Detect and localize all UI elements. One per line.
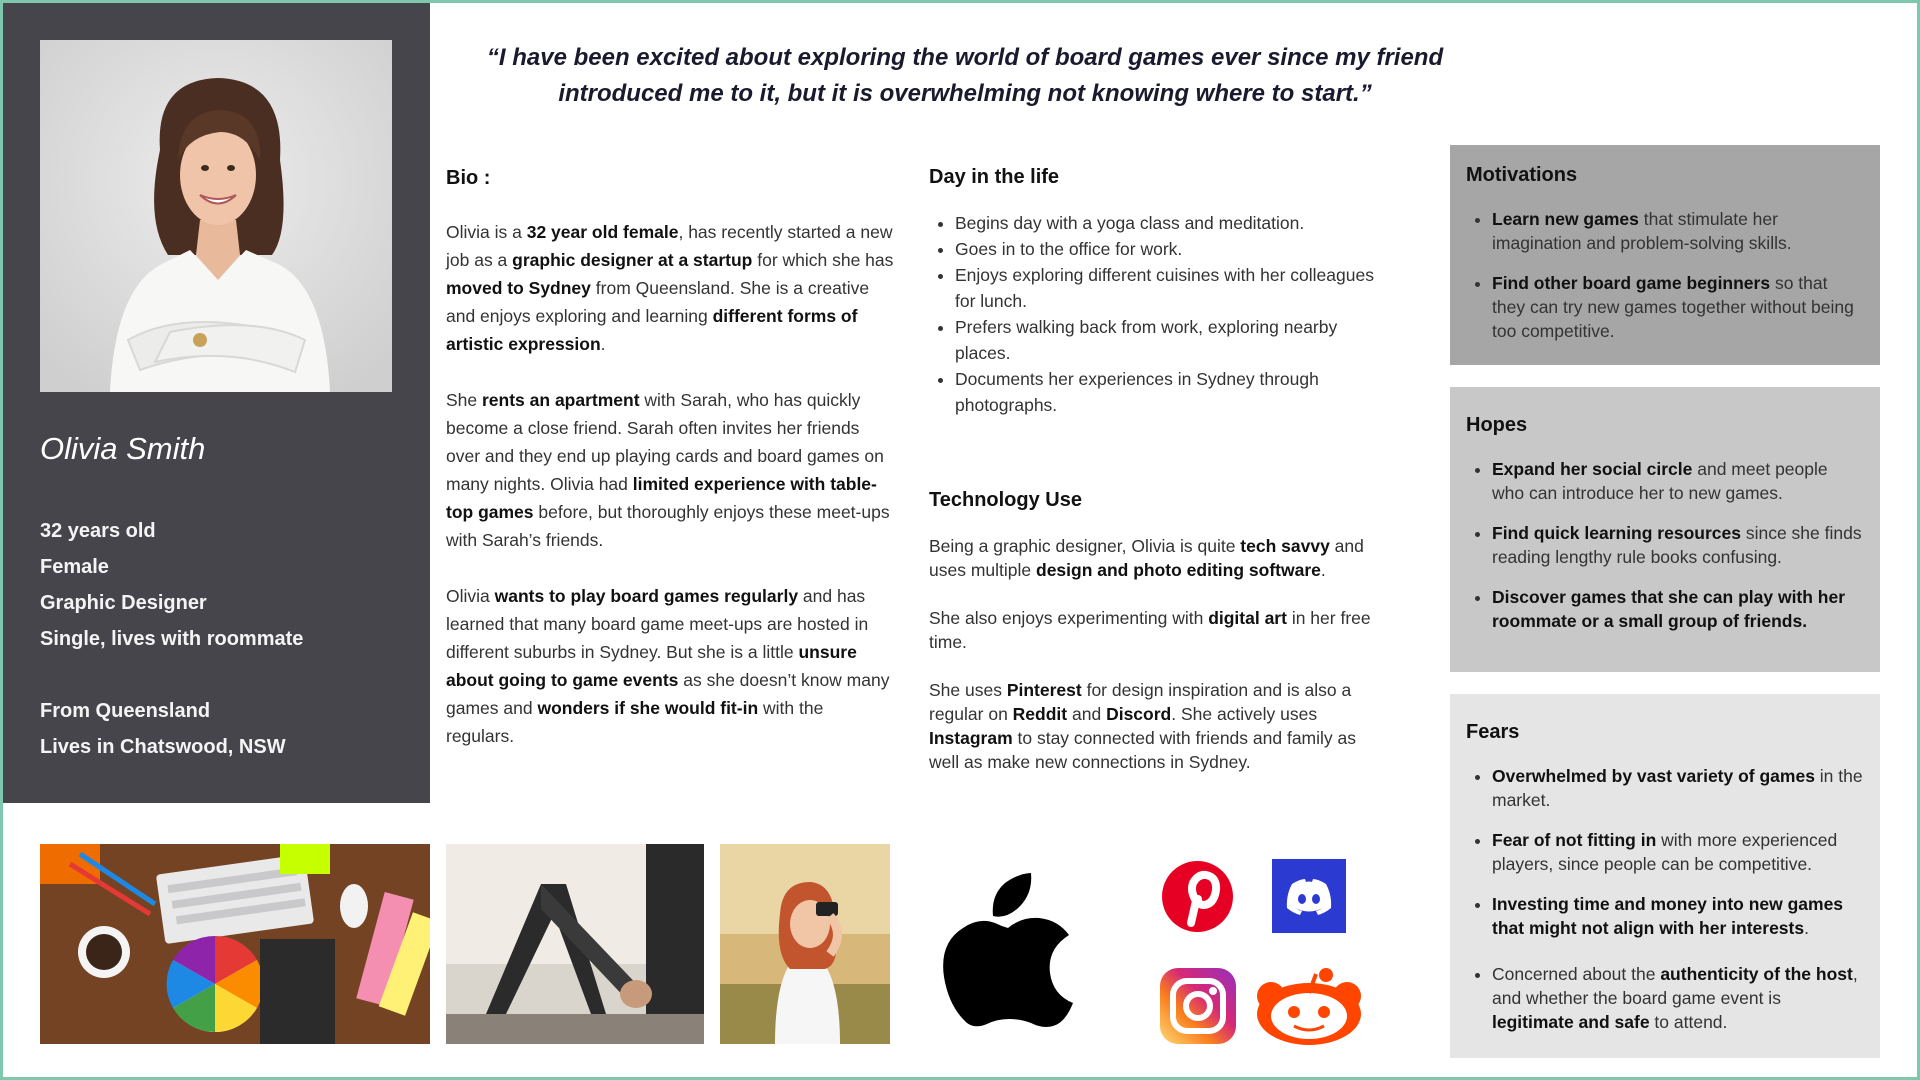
bio-section (446, 164, 896, 750)
pinterest-icon (1162, 861, 1233, 932)
yoga-photo (446, 844, 704, 1044)
list-item: • Overwhelmed by vast variety of games in the market. (1492, 764, 1864, 812)
persona-portrait (40, 40, 392, 392)
persona-gender: Female (40, 556, 109, 578)
hopes-list (1466, 457, 1864, 633)
bio-heading: Bio : (446, 167, 491, 189)
list-item: • Fear of not fitting in with more experienced players, since people can be competitive. (1492, 828, 1864, 876)
tech-heading: Technology Use (929, 489, 1082, 511)
tech-section (929, 488, 1389, 774)
list-item: • Learn new games that stimulate her imagination and problem-solving skills. (1492, 207, 1864, 255)
fears-list (1466, 764, 1864, 1034)
list-item: • Find other board game beginners so that they can try new games together without being too competitive. (1492, 271, 1864, 343)
discord-icon (1272, 859, 1346, 933)
list-item: • Expand her social circle and meet people who can introduce her to new games. (1492, 457, 1864, 505)
persona-origin: From Queensland (40, 700, 211, 722)
bio-paragraph-1: Olivia is a 32 year old female, has recently started a new job as a graphic designer at a startup for which she has moved to Sydney from Queensland. She is a creative and enjoys exploring and learning different forms of artistic expression. (446, 222, 894, 354)
persona-residence: Lives in Chatswood, NSW (40, 736, 286, 758)
list-item: • Goes in to the office for work. (955, 236, 1389, 262)
bio-paragraph-2: She rents an apartment with Sarah, who has quickly become a close friend. Sarah often invites her friends over and they end up playing cards and board games on many nights. Olivia had limited experience with table-top games before, but thoroughly enjoys these meet-ups with Sarah’s friends. (446, 390, 890, 550)
designer-desk-photo (40, 844, 430, 1044)
list-item: • Find quick learning resources since she finds reading lengthy rule books confusing. (1492, 521, 1864, 569)
list-item: • Prefers walking back from work, exploring nearby places. (955, 314, 1389, 366)
bio-paragraph-3: Olivia wants to play board games regularly and has learned that many board game meet-ups are hosted in different suburbs in Sydney. But she is a little unsure about going to game events as she doesn’t know many games and wonders if she would fit-in with the regulars. (446, 586, 890, 746)
persona-living: Single, lives with roommate (40, 628, 304, 650)
persona-facts (40, 513, 303, 765)
hopes-heading: Hopes (1466, 414, 1528, 436)
day-section (929, 164, 1389, 418)
day-heading: Day in the life (929, 166, 1060, 188)
persona-sidebar (3, 3, 430, 803)
fears-heading: Fears (1466, 721, 1520, 743)
persona-age: 32 years old (40, 520, 156, 542)
persona-name: Olivia Smith (40, 431, 206, 466)
list-item: • Enjoys exploring different cuisines with her colleagues for lunch. (955, 262, 1389, 314)
hopes-card (1450, 387, 1880, 672)
persona-quote: “I have been excited about exploring the world of board games ever since my friend introduced me to it, but it is overwhelming not knowing where to start.” (486, 44, 1444, 107)
list-item: • Concerned about the authenticity of the host, and whether the board game event is legitimate and safe to attend. (1492, 962, 1864, 1034)
list-item: • Discover games that she can play with her roommate or a small group of friends. (1492, 585, 1864, 633)
apple-icon (943, 873, 1073, 1028)
list-item: • Begins day with a yoga class and meditation. (955, 210, 1389, 236)
list-item: • Documents her experiences in Sydney through photographs. (955, 366, 1389, 418)
motivations-heading: Motivations (1466, 164, 1578, 186)
persona-occupation: Graphic Designer (40, 592, 207, 614)
tech-paragraph-3: She uses Pinterest for design inspiration and is also a regular on Reddit and Discord. She actively uses Instagram to stay connected with friends and family as well as make new connections in Sydney. (929, 680, 1357, 772)
reddit-icon (1254, 966, 1364, 1046)
tech-paragraph-2: She also enjoys experimenting with digital art in her free time. (929, 608, 1371, 652)
instagram-icon (1160, 968, 1236, 1044)
list-item: • Investing time and money into new games that might not align with her interests. (1492, 892, 1864, 940)
fears-card (1450, 694, 1880, 1058)
day-list (929, 210, 1389, 418)
motivations-card (1450, 145, 1880, 365)
photography-photo (720, 844, 890, 1044)
motivations-list (1466, 207, 1864, 343)
tech-paragraph-1: Being a graphic designer, Olivia is quite tech savvy and uses multiple design and photo editing software. (929, 536, 1364, 580)
